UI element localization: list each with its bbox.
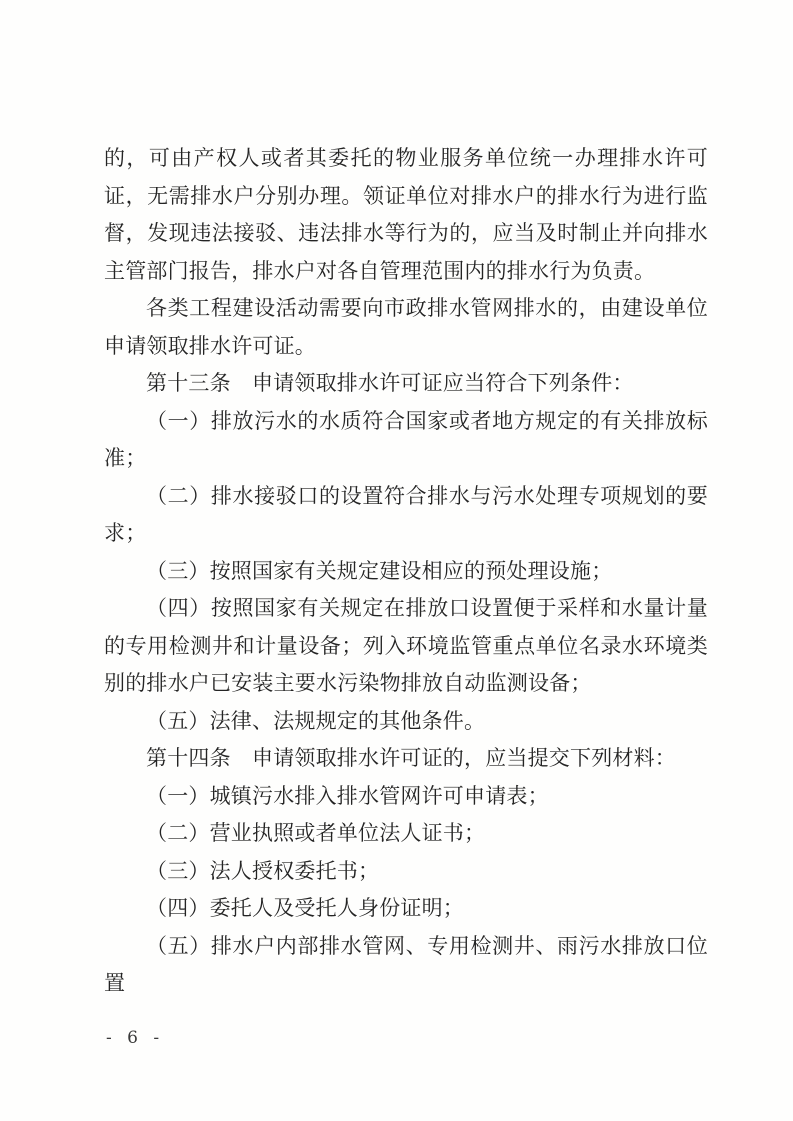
- paragraph-article-14-item-5: （五）排水户内部排水管网、专用检测井、雨污水排放口位置: [104, 933, 708, 995]
- paragraph-article-14-item-3: （三）法人授权委托书；: [146, 858, 380, 883]
- paragraph-article-13-item-2: （二）排水接驳口的设置符合排水与污水处理专项规划的要求；: [104, 483, 708, 545]
- paragraph-article-13-item-5: （五）法律、法规规定的其他条件。: [146, 708, 486, 733]
- paragraph-article-13-item-3: （三）按照国家有关规定建设相应的预处理设施；: [146, 558, 613, 583]
- document-body: [104, 140, 708, 1003]
- paragraph-article-14-heading: 第十四条 申请领取排水许可证的，应当提交下列材料：: [146, 746, 676, 770]
- paragraph-construction-projects: 各类工程建设活动需要向市政排水管网排水的，由建设单位申请领取排水许可证。: [104, 296, 708, 358]
- page-number: - 6 -: [106, 1028, 162, 1048]
- paragraph-article-13-item-4: （四）按照国家有关规定在排放口设置便于采样和水量计量的专用检测井和计量设备；列入环境监管重点单位名录水环境类别的排水户已安装主要水污染物排放自动监测设备；: [104, 596, 708, 695]
- paragraph-article-13-heading: 第十三条 申请领取排水许可证应当符合下列条件：: [146, 371, 634, 395]
- paragraph-article-14-item-1: （一）城镇污水排入排水管网许可申请表；: [146, 783, 549, 808]
- paragraph-article-14-item-2: （二）营业执照或者单位法人证书；: [146, 821, 486, 845]
- paragraph-article-14-item-4: （四）委托人及受托人身份证明；: [146, 896, 464, 920]
- paragraph-continuation: 的，可由产权人或者其委托的物业服务单位统一办理排水许可证，无需排水户分别办理。领证单位对排水户的排水行为进行监督，发现违法接驳、违法排水等行为的，应当及时制止并向排水主管部门报告，排水户对各自管理范围内的排水行为负责。: [104, 146, 708, 283]
- paragraph-article-13-item-1: （一）排放污水的水质符合国家或者地方规定的有关排放标准；: [104, 408, 708, 470]
